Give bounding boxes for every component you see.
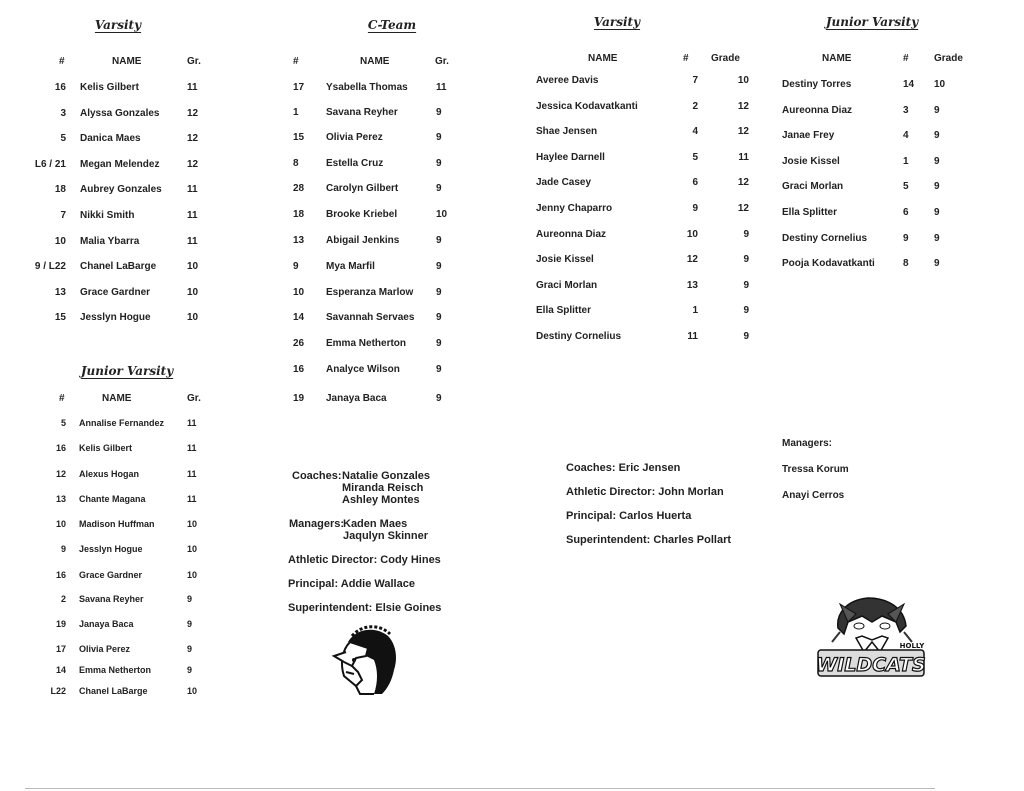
staff-a-manager-2: Jaqulyn Skinner [343,530,428,542]
cteam-row-grade: 9 [436,287,442,298]
varsity-b-header-grade: Grade [711,53,740,64]
varsity-b-row-grade: 12 [737,177,749,188]
varsity-b-row-name: Averee Davis [536,75,599,86]
varsity-a-row-grade: 11 [187,82,198,93]
varsity-b-row-num: 4 [692,126,698,137]
staff-a-superintendent: Superintendent: Elsie Goines [288,602,442,614]
staff-b-principal: Principal: Carlos Huerta [566,510,692,522]
cteam-row-grade: 9 [436,393,442,404]
varsity-b-header-num: # [683,53,689,64]
cteam-row-name: Savannah Servaes [326,312,415,323]
cteam-row-grade: 9 [436,158,442,169]
staff-a-coach-2: Miranda Reisch [342,482,424,494]
varsity-a-row-name: Megan Melendez [80,159,160,170]
jv-a-row-num: 12 [55,469,66,479]
jv-a-row-name: Emma Netherton [79,665,152,675]
jv-a-row-num: L22 [50,686,66,696]
cteam-row-name: Mya Marfil [326,261,375,272]
jv-a-row-num: 5 [60,418,66,428]
jv-a-row-grade: 9 [187,594,193,604]
jv-b-row-num: 14 [903,79,915,90]
jv-b-row-name: Destiny Torres [782,79,852,90]
varsity-b-row-grade: 12 [737,101,749,112]
varsity-a-row-name: Kelis Gilbert [80,82,139,93]
varsity-b-row-grade: 9 [743,280,749,291]
jv-a-row-grade: 11 [187,443,197,453]
cteam-row-num: 18 [293,209,305,220]
cteam-row-grade: 9 [436,338,442,349]
bottom-rule [25,788,935,789]
varsity-b-row-name: Graci Morlan [536,280,598,291]
varsity-a-row-name: Jesslyn Hogue [80,312,151,323]
varsity-b-header-name: NAME [588,53,618,64]
varsity-a-row-grade: 12 [187,108,199,119]
staff-a-athletic-director: Athletic Director: Cody Hines [288,554,441,566]
jv-a-row-grade: 11 [187,494,197,504]
jv-a-row-grade: 9 [187,644,193,654]
varsity-a-row-grade: 11 [187,210,198,221]
jv-b-row-name: Pooja Kodavatkanti [782,258,875,269]
jv-b-row-grade: 9 [934,207,940,218]
varsity-a-row-name: Alyssa Gonzales [80,108,160,119]
jv-a-row-grade: 9 [187,665,193,675]
trojan-helmet-icon [322,622,400,700]
varsity-a-row-num: 18 [54,184,66,195]
staff-a-principal: Principal: Addie Wallace [288,578,415,590]
jv-a-row-grade: 11 [187,418,197,428]
jv-a-row-name: Kelis Gilbert [79,443,133,453]
varsity-a-row-name: Danica Maes [80,133,141,144]
varsity-b-row-num: 5 [692,152,698,163]
varsity-a-row-grade: 10 [187,261,199,272]
cteam-row-num: 14 [293,312,305,323]
cteam-row-grade: 11 [436,82,447,93]
cteam-row-num: 16 [293,364,305,375]
varsity-a-row-grade: 12 [187,159,199,170]
wildcat-logo-icon [812,592,930,684]
jv-a-row-grade: 10 [187,544,198,554]
jv-b-row-num: 8 [903,258,909,269]
jv-b-row-num: 9 [903,233,909,244]
cteam-row-num: 15 [293,132,305,143]
staff-a-managers-label: Managers: [289,518,345,530]
jv-b-row-name: Ella Splitter [782,207,838,218]
varsity-a-row-num: 3 [60,108,66,119]
cteam-row-num: 8 [293,158,299,169]
varsity-b-row-grade: 9 [743,254,749,265]
varsity-b-row-num: 7 [692,75,698,86]
jv-b-row-name: Aureonna Diaz [782,105,853,116]
cteam-row-grade: 9 [436,183,442,194]
varsity-b-row-num: 2 [692,101,698,112]
jv-a-header-grade: Gr. [187,393,201,404]
varsity-b-row-num: 9 [692,203,698,214]
staff-b-superintendent: Superintendent: Charles Pollart [566,534,732,546]
jv-a-row-num: 13 [55,494,66,504]
varsity-a-row-num: 7 [60,210,66,221]
jv-b-row-name: Graci Morlan [782,181,844,192]
jv-b-title: Junior Varsity [825,15,919,29]
varsity-a-row-num: 5 [60,133,66,144]
cteam-header-name: NAME [360,56,390,67]
varsity-b-row-name: Ella Splitter [536,305,592,316]
varsity-a-row-num: 10 [54,236,66,247]
jv-b-row-name: Josie Kissel [782,156,840,167]
jv-a-row-num: 17 [55,644,66,654]
jv-b-row-grade: 9 [934,258,940,269]
varsity-a-row-grade: 10 [187,287,199,298]
varsity-a-row-num: 13 [54,287,66,298]
varsity-b-row-name: Aureonna Diaz [536,229,607,240]
varsity-b-row-name: Jade Casey [536,177,592,188]
jv-a-row-grade: 10 [187,519,198,529]
varsity-a-row-grade: 11 [187,236,198,247]
varsity-b-row-name: Destiny Cornelius [536,331,622,342]
jv-a-row-num: 14 [55,665,66,675]
jv-a-row-name: Grace Gardner [79,570,143,580]
cteam-row-grade: 9 [436,235,442,246]
cteam-row-grade: 9 [436,132,442,143]
varsity-b-row-num: 12 [686,254,698,265]
cteam-row-grade: 10 [436,209,448,220]
jv-b-row-num: 5 [903,181,909,192]
varsity-b-row-num: 13 [686,280,698,291]
jv-b-row-num: 3 [903,105,909,116]
varsity-b-row-name: Jenny Chaparro [536,203,613,214]
cteam-row-num: 9 [293,261,299,272]
jv-a-row-name: Madison Huffman [79,519,155,529]
cteam-row-grade: 9 [436,364,442,375]
cteam-row-name: Ysabella Thomas [326,82,408,93]
varsity-b-row-name: Jessica Kodavatkanti [536,101,638,112]
cteam-row-grade: 9 [436,312,442,323]
cteam-row-name: Janaya Baca [326,393,387,404]
jv-a-row-num: 16 [55,570,66,580]
jv-b-manager-1: Tressa Korum [782,464,849,475]
staff-b-coaches: Coaches: Eric Jensen [566,462,681,474]
cteam-row-num: 13 [293,235,305,246]
varsity-b-title: Varsity [593,15,641,29]
jv-a-row-grade: 10 [187,570,198,580]
jv-b-header-name: NAME [822,53,852,64]
staff-a-coaches-label: Coaches: [292,470,342,482]
cteam-row-name: Analyce Wilson [326,364,400,375]
cteam-row-name: Carolyn Gilbert [326,183,399,194]
varsity-a-title: Varsity [94,18,142,32]
varsity-a-row-name: Malia Ybarra [80,236,140,247]
varsity-a-row-name: Aubrey Gonzales [80,184,162,195]
jv-a-row-grade: 9 [187,619,193,629]
varsity-a-row-grade: 10 [187,312,199,323]
cteam-row-num: 26 [293,338,305,349]
staff-a-manager-1: Kaden Maes [343,518,408,530]
cteam-title: C-Team [367,18,417,32]
jv-a-row-grade: 10 [187,686,198,696]
varsity-a-row-name: Nikki Smith [80,210,135,221]
jv-b-row-grade: 9 [934,233,940,244]
varsity-b-row-num: 6 [692,177,698,188]
jv-b-row-grade: 9 [934,130,940,141]
jv-a-row-num: 16 [55,443,66,453]
jv-b-row-grade: 10 [934,79,946,90]
cteam-row-num: 1 [293,107,299,118]
jv-a-row-num: 9 [60,544,66,554]
varsity-b-row-grade: 9 [743,229,749,240]
varsity-b-row-num: 10 [686,229,698,240]
jv-b-row-grade: 9 [934,105,940,116]
jv-b-row-num: 1 [903,156,909,167]
varsity-a-header-grade: Gr. [187,56,201,67]
cteam-row-name: Estella Cruz [326,158,384,169]
jv-a-row-num: 10 [55,519,66,529]
jv-b-row-name: Destiny Cornelius [782,233,868,244]
varsity-a-row-name: Chanel LaBarge [80,261,157,272]
varsity-a-header-num: # [59,56,65,67]
jv-b-row-num: 4 [903,130,909,141]
cteam-header-num: # [293,56,299,67]
jv-a-row-name: Olivia Perez [79,644,131,654]
cteam-row-num: 17 [293,82,305,93]
cteam-header-grade: Gr. [435,56,449,67]
varsity-a-row-num: L6 / 21 [34,159,66,170]
jv-b-header-grade: Grade [934,53,963,64]
jv-a-row-name: Chanel LaBarge [79,686,148,696]
jv-a-row-num: 2 [60,594,66,604]
varsity-b-row-grade: 11 [738,152,749,163]
varsity-a-header-name: NAME [112,56,142,67]
varsity-a-row-num: 16 [54,82,66,93]
varsity-a-row-num: 15 [54,312,66,323]
cteam-row-name: Olivia Perez [326,132,383,143]
cteam-row-name: Emma Netherton [326,338,407,349]
cteam-row-name: Savana Reyher [326,107,398,118]
jv-a-row-grade: 11 [187,469,197,479]
wildcats-logo-small-text: HOLLY [899,642,925,650]
cteam-row-name: Abigail Jenkins [326,235,400,246]
cteam-row-name: Brooke Kriebel [326,209,398,220]
varsity-b-row-grade: 9 [743,305,749,316]
cteam-row-num: 10 [293,287,305,298]
jv-b-row-grade: 9 [934,181,940,192]
jv-a-row-name: Savana Reyher [79,594,144,604]
jv-a-row-name: Alexus Hogan [79,469,140,479]
varsity-b-row-grade: 10 [737,75,749,86]
cteam-row-num: 19 [293,393,305,404]
varsity-b-row-name: Josie Kissel [536,254,594,265]
varsity-b-row-grade: 12 [737,126,749,137]
jv-a-row-num: 19 [55,619,66,629]
jv-a-header-num: # [59,393,65,404]
jv-a-row-name: Annalise Fernandez [79,418,165,428]
staff-b-athletic-director: Athletic Director: John Morlan [566,486,724,498]
varsity-b-row-num: 11 [687,331,698,342]
jv-a-header-name: NAME [102,393,132,404]
jv-b-managers-label: Managers: [782,438,833,449]
varsity-b-row-name: Shae Jensen [536,126,598,137]
jv-a-row-name: Chante Magana [79,494,146,504]
cteam-row-grade: 9 [436,261,442,272]
jv-b-row-grade: 9 [934,156,940,167]
wildcats-logo-text: WILDCATS [816,654,926,676]
jv-b-row-num: 6 [903,207,909,218]
jv-a-row-name: Janaya Baca [79,619,134,629]
varsity-b-row-grade: 12 [737,203,749,214]
jv-a-row-name: Jesslyn Hogue [79,544,143,554]
jv-a-title: Junior Varsity [80,364,174,378]
jv-b-row-name: Janae Frey [782,130,835,141]
cteam-row-name: Esperanza Marlow [326,287,414,298]
jv-b-header-num: # [903,53,909,64]
staff-a-coach-3: Ashley Montes [342,494,420,506]
varsity-a-row-name: Grace Gardner [80,287,151,298]
varsity-a-row-grade: 11 [187,184,198,195]
varsity-b-row-num: 1 [692,305,698,316]
cteam-row-num: 28 [293,183,305,194]
jv-b-manager-2: Anayi Cerros [782,490,845,501]
staff-a-coach-1: Natalie Gonzales [342,470,431,482]
cteam-row-grade: 9 [436,107,442,118]
varsity-b-row-grade: 9 [743,331,749,342]
varsity-a-row-grade: 12 [187,133,199,144]
varsity-a-row-num: 9 / L22 [34,261,66,272]
varsity-b-row-name: Haylee Darnell [536,152,605,163]
